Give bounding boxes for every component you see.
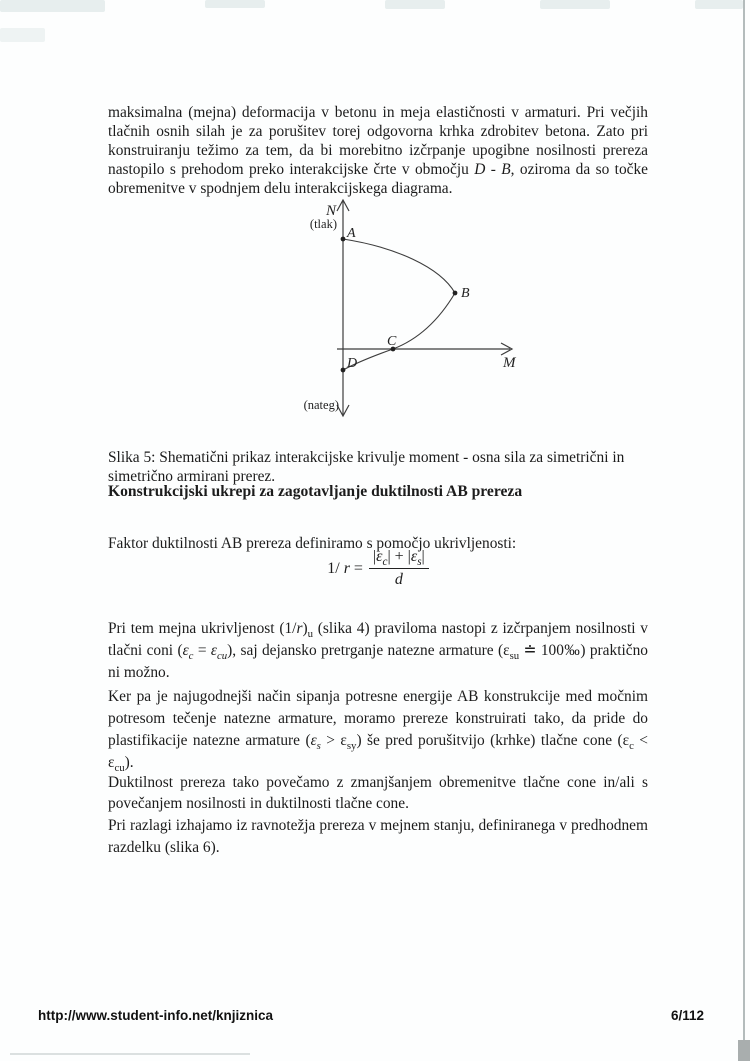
scan-smudge (540, 0, 610, 9)
scan-smudge (385, 0, 445, 9)
y-axis-top-note: (tlak) (309, 217, 337, 231)
formula-fraction (369, 548, 429, 589)
scan-smudge (695, 0, 743, 9)
scan-bottom-mark (10, 1053, 250, 1055)
paragraph-factor: Faktor duktilnosti AB prereza definiramo s pomočjo ukrivljenosti: (108, 535, 517, 553)
scan-smudge (0, 0, 105, 12)
formula-curvature (108, 548, 648, 589)
scan-edge-line (743, 0, 745, 1061)
point-c-label: C (387, 334, 397, 349)
figure-interaction-diagram (300, 195, 540, 430)
footer-url: http://www.student-info.net/knjiznica (38, 1008, 273, 1023)
formula-denominator: d (394, 571, 403, 588)
y-axis-label: N (325, 203, 336, 219)
paragraph-curvature: Pri tem mejna ukrivljenost $(1/r)_u$ (slika 4) praviloma nastopi z izčrpanjem nosilnosti v tlačni coni $(\varepsilon_c = \varepsilon_{cu})$, saj dejansko pretrganje natezne armature ($\varepsilon_{su}$ ≐ 100‰) praktično ni možno. (108, 620, 648, 682)
point-a-dot (341, 237, 346, 242)
formula-numerator: $|\varepsilon_c| + |\varepsilon_s|$ (369, 548, 429, 569)
scan-smudge (205, 0, 265, 8)
scan-corner-mark (738, 1040, 750, 1061)
figure-caption: Slika 5: Shematični prikaz interakcijske krivulje moment - osna sila za simetrični in simetrično armirani prerez. (108, 449, 625, 486)
footer-page-number: 6/112 (670, 1008, 704, 1023)
point-a-label: A (347, 226, 356, 241)
axes (337, 200, 512, 416)
point-d-label: D (347, 356, 358, 371)
paragraph-ductility: Duktilnost prereza tako povečamo z zmanjšanjem obremenitve tlačne cone in/ali s povečanjem nosilnosti in duktilnosti tlačne cone. (108, 774, 648, 813)
section-heading: Konstrukcijski ukrepi za zagotavljanje duktilnosti AB prereza (108, 483, 523, 500)
point-b-dot (453, 291, 458, 296)
y-axis-bottom-note: (nateg) (303, 398, 339, 412)
scan-smudge (0, 28, 45, 42)
x-axis-label: M (503, 355, 516, 371)
formula-lhs: 1/ r = (327, 559, 363, 577)
curve-points (341, 237, 458, 373)
point-d-dot (341, 368, 346, 373)
interaction-curve (343, 239, 455, 370)
paragraph-energy: Ker pa je najugodnejši način sipanja potresne energije AB konstrukcije med močnim potresom tečenje natezne armature, moramo prereze konstruirati tako, da pride do plastifikacije natezne armature $(\varepsilon_s > \varepsilon_{sy})$ še pred porušitvijo (krhke) tlačne cone $(\varepsilon_c < \varepsilon_{cu})$. (108, 688, 648, 775)
paragraph-intro: maksimalna (mejna) deformacija v betonu in meja elastičnosti v armaturi. Pri večjih tlačnih osnih silah je za porušitev torej odgovorna krhka zdrobitev betona. Zato pri konstruiranju težimo za tem, da bi morebitno izčrpanje upogibne nosilnosti prereza nastopilo s prehodom preko interakcijske črte v območju D - B, oziroma da so točke obremenitve v spodnjem delu interakcijskega diagrama. (108, 104, 648, 198)
paragraph-explanation: Pri razlagi izhajamo iz ravnotežja prereza v mejnem stanju, definiranega v predhodnem razdelku (slika 6). (108, 817, 648, 857)
point-b-label: B (461, 286, 470, 301)
